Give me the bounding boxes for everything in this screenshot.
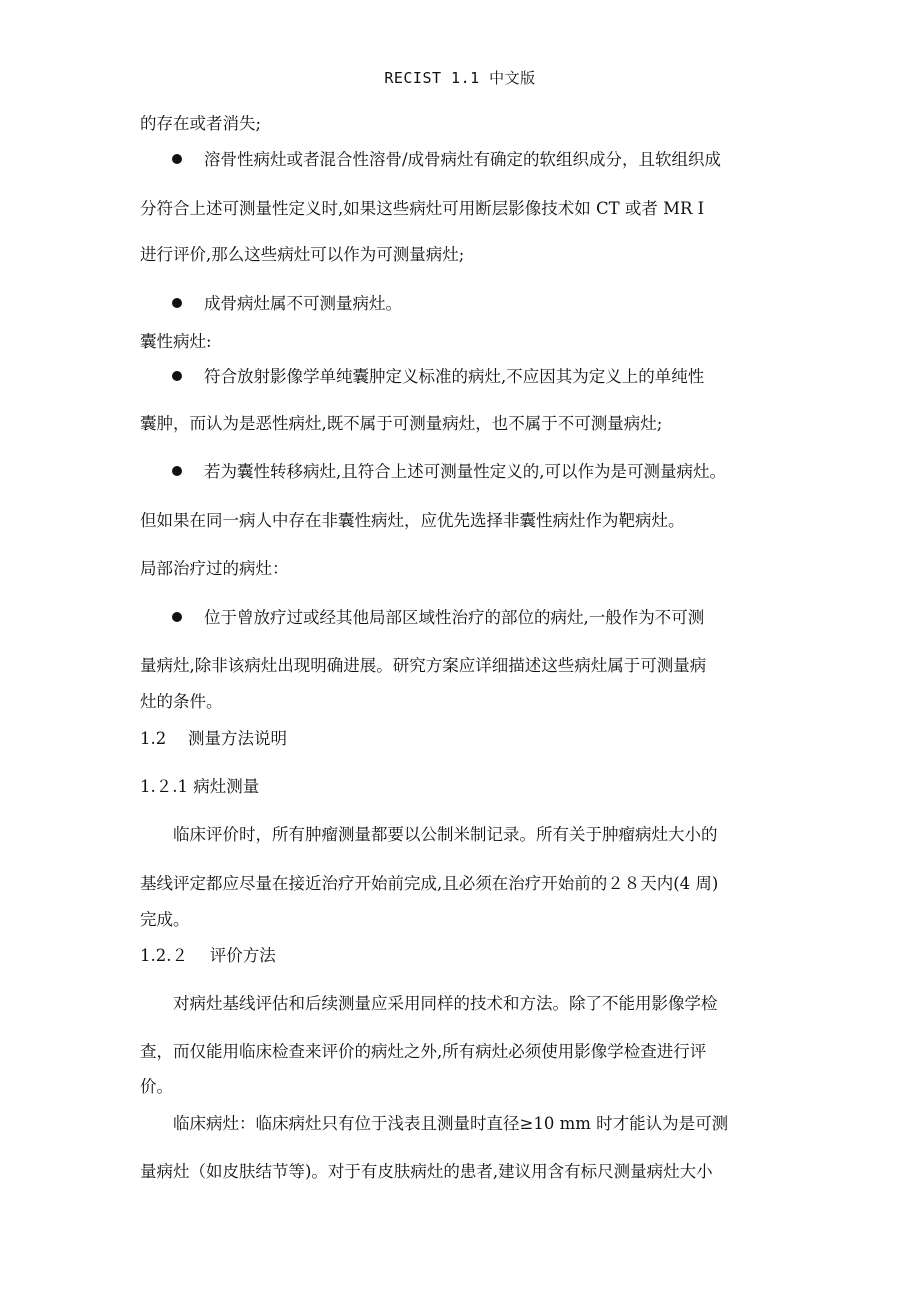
bullet-icon [172,154,182,164]
bullet-item [172,607,704,629]
text-line: 基线评定都应尽量在接近治疗开始前完成,且必须在治疗开始前的２８天内(4 周) [140,874,719,893]
bullet-icon [172,371,182,381]
bullet-item [172,366,704,388]
text-line: 临床病灶：临床病灶只有位于浅表且测量时直径≥10 mm 时才能认为是可测 [173,1114,729,1133]
text-line: 符合放射影像学单纯囊肿定义标准的病灶,不应因其为定义上的单纯性 [204,367,705,386]
text-line: 进行评价,那么这些病灶可以作为可测量病灶; [140,245,465,264]
text-line: 但如果在同一病人中存在非囊性病灶，应优先选择非囊性病灶作为靶病灶。 [140,511,685,530]
bullet-icon [172,298,182,308]
text-line: 价。 [140,1077,173,1096]
text-line: 分符合上述可测量性定义时,如果这些病灶可用断层影像技术如 CT 或者 MR I [140,199,705,218]
text-line: 若为囊性转移病灶,且符合上述可测量性定义的,可以作为是可测量病灶。 [204,462,726,481]
bullet-item [172,149,721,171]
text-line: 临床评价时，所有肿瘤测量都要以公制米制记录。所有关于肿瘤病灶大小的 [173,825,718,844]
text-line: 成骨病灶属不可测量病灶。 [204,294,402,313]
bullet-item [172,293,402,315]
page-header: RECIST 1.1 中文版 [384,69,536,87]
text-line: 囊肿，而认为是恶性病灶,既不属于可测量病灶，也不属于不可测量病灶; [140,414,663,433]
bullet-icon [172,466,182,476]
section-heading: 1.２.1 病灶测量 [140,777,260,796]
bullet-icon [172,612,182,622]
text-line: 量病灶（如皮肤结节等)。对于有皮肤病灶的患者,建议用含有标尺测量病灶大小 [140,1162,713,1181]
text-line: 的存在或者消失; [140,114,262,133]
text-line: 对病灶基线评估和后续测量应采用同样的技术和方法。除了不能用影像学检 [173,994,718,1013]
text-line: 量病灶,除非该病灶出现明确进展。研究方案应详细描述这些病灶属于可测量病 [140,656,707,675]
text-line: 囊性病灶: [140,332,212,351]
text-line: 完成。 [140,910,190,929]
text-line: 查，而仅能用临床检查来评价的病灶之外,所有病灶必须使用影像学检查进行评 [140,1042,707,1061]
section-heading: 1.2 测量方法说明 [140,729,287,748]
bullet-item [172,461,726,483]
section-heading: 1.2.２ 评价方法 [140,946,276,965]
text-line: 局部治疗过的病灶： [140,559,289,578]
text-line: 位于曾放疗过或经其他局部区域性治疗的部位的病灶,一般作为不可测 [204,608,705,627]
text-line: 溶骨性病灶或者混合性溶骨/成骨病灶有确定的软组织成分，且软组织成 [204,150,722,169]
text-line: 灶的条件。 [140,692,223,711]
